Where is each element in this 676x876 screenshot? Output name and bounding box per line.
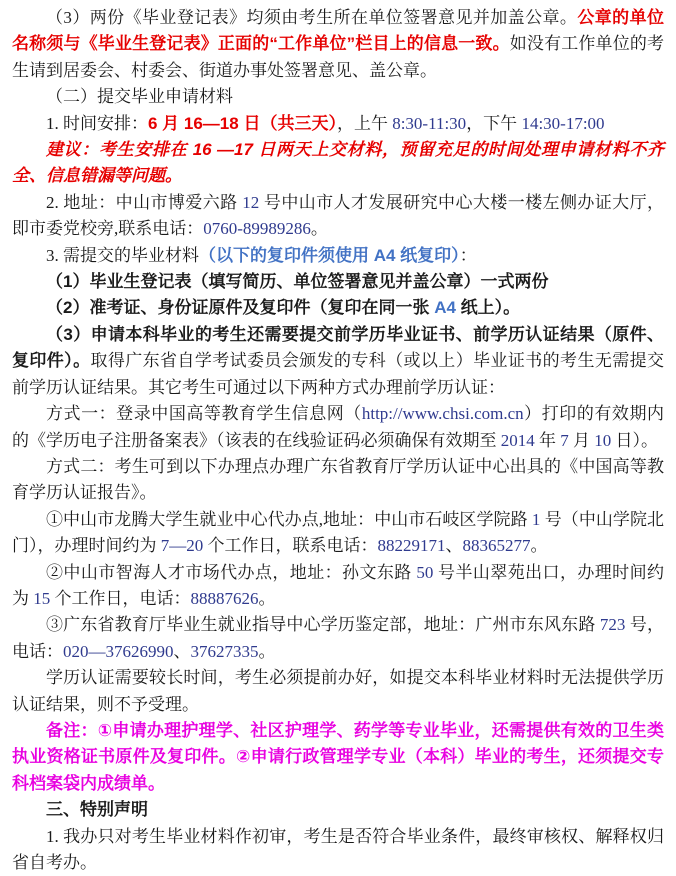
text-run: 7 xyxy=(560,430,569,450)
text-run: 方式一：登录中国高等教育学生信息网（ xyxy=(46,404,362,424)
phone-number: 37627335 xyxy=(190,641,259,661)
phone-number: 0760-89989286 xyxy=(203,219,311,239)
afternoon-hours: 14:30-17:00 xyxy=(521,113,605,133)
text-run: ②中山市智海人才市场代办点，地址：孙文东路 xyxy=(46,562,417,582)
text-run: 纸上）。 xyxy=(455,298,521,318)
paragraph-method-2 xyxy=(12,454,664,507)
red-italic-advice: 建议：考生安排在 16 —17 日两天上交材料，预留充足的时间处理申请材料不齐全、信息错漏等问题。 xyxy=(12,140,664,186)
text-run: 1. 我办只对考生毕业材料作初审，考生是否符合毕业条件，最终审核权、解释权归省自考办。 xyxy=(12,826,664,872)
paragraph-seal-requirement xyxy=(12,5,664,84)
text-run: （二）提交毕业申请材料 xyxy=(46,87,233,107)
text-run: （3）申请本科毕业的考生还需要提交前学历毕业证书、前学历认证结果（原件、复印件）。 xyxy=(12,324,664,371)
text-run: （1）毕业生登记表（填写简历、单位签署意见并盖公章）一式两份 xyxy=(46,272,549,292)
red-date-range: 6 月 16—18 日（共三天） xyxy=(148,113,337,133)
phone-number: 020—37626990 xyxy=(63,641,174,661)
text-run: 学历认证需要较长时间，考生必须提前办好，如提交本科毕业材料时无法提供学历认证结果，则不予受理。 xyxy=(12,668,664,714)
text-run: 7—20 xyxy=(160,536,204,556)
text-run: 。 xyxy=(258,641,276,661)
paragraph-material-2 xyxy=(12,295,664,321)
text-run: 。 xyxy=(310,219,328,239)
text-run: ，上午 xyxy=(336,113,393,133)
document-body xyxy=(12,5,664,876)
phone-number: 88229171 xyxy=(377,536,446,556)
phone-number: 88887626 xyxy=(190,588,259,608)
morning-hours: 8:30-11:30 xyxy=(392,113,467,133)
text-run: 。 xyxy=(530,536,548,556)
heading-section-3 xyxy=(12,797,664,823)
text-run: 12 xyxy=(242,192,260,212)
blue-a4-note: （以下的复印件须使用 A4 纸复印） xyxy=(199,245,460,265)
text-run: 日）。 xyxy=(611,430,658,450)
paragraph-remark xyxy=(12,718,664,797)
blue-a4: A4 xyxy=(434,298,456,318)
red-warning-seal-name: 公章的单位名称须与《毕业生登记表》正面的“工作单位”栏目上的信息一致。 xyxy=(12,8,665,54)
paragraph-certification-warning xyxy=(12,665,664,718)
text-run: ： xyxy=(459,245,477,265)
text-run: （3）两份《毕业登记表》均须由考生所在单位签署意见并加盖公章。 xyxy=(46,8,578,27)
paragraph-office-1 xyxy=(12,507,664,560)
text-run: ①中山市龙腾大学生就业中心代办点,地址：中山市石岐区学院路 xyxy=(46,509,532,529)
paragraph-office-2 xyxy=(12,560,664,613)
text-run: 2014 xyxy=(500,430,535,450)
text-run: 723 xyxy=(599,615,626,635)
text-run: ，下午 xyxy=(466,113,522,133)
text-run: 个工作日，电话： xyxy=(50,588,191,608)
paragraph-materials-heading xyxy=(12,243,664,269)
text-run: 50 xyxy=(416,562,434,582)
paragraph-office-3 xyxy=(12,612,664,665)
text-run: ③广东省教育厅毕业生就业指导中心学历鉴定部，地址：广州市东风东路 xyxy=(46,615,600,635)
text-run: 、 xyxy=(173,641,191,661)
paragraph-time-arrangement xyxy=(12,111,664,137)
text-run: 10 xyxy=(594,430,612,450)
special-statement-heading: 三、特别声明 xyxy=(46,800,148,820)
text-run: 1 xyxy=(531,509,541,529)
text-run: 取得广东省自学考试委员会颁发的专科（或以上）毕业证书的考生无需提交前学历认证结果。其它考生可通过以下两种方式办理前学历认证： xyxy=(12,351,665,397)
text-run: 月 xyxy=(568,430,595,450)
chsi-url: http://www.chsi.com.cn xyxy=(361,404,524,424)
text-run: 1. 时间安排： xyxy=(46,113,148,133)
text-run: 方式二：考生可到以下办理点办理广东省教育厅学历认证中心出具的《中国高等教育学历认证报告》。 xyxy=(12,456,664,503)
text-run: （2）准考证、身份证原件及复印件（复印在同一张 xyxy=(46,298,435,318)
text-run: 。 xyxy=(258,588,276,608)
heading-section-2 xyxy=(12,84,664,110)
paragraph-method-1 xyxy=(12,401,664,454)
text-run: 15 xyxy=(33,588,51,608)
text-run: 号，电话： xyxy=(12,615,664,661)
text-run: 如没有工作单位的考生请到居委会、村委会、街道办事处签署意见、盖公章。 xyxy=(12,34,665,80)
text-run: 个工作日，联系电话： xyxy=(203,536,378,556)
paragraph-address xyxy=(12,190,664,243)
text-run: 号半山翠苑出口，办理时间约为 xyxy=(12,562,665,608)
text-run: 号（中山学院北门），办理时间约为 xyxy=(12,509,665,556)
paragraph-material-1 xyxy=(12,269,664,295)
text-run: 2. 地址：中山市博爱六路 xyxy=(46,192,243,212)
text-run: ）打印的有效期内的《学历电子注册备案表》（该表的在线验证码必须确保有效期至 xyxy=(12,404,665,450)
paragraph-statement-1 xyxy=(12,824,664,876)
phone-number: 88365277 xyxy=(462,536,531,556)
magenta-remark: 备注：①申请办理护理学、社区护理学、药学等专业毕业，还需提供有效的卫生类执业资格证书原件及复印件。②申请行政管理学专业（本科）毕业的考生，还须提交专科档案袋内成绩单。 xyxy=(12,720,664,793)
text-run: 号中山市人才发展研究中心大楼一楼左侧办证大厅，即市委党校旁,联系电话： xyxy=(12,192,665,239)
text-run: 年 xyxy=(534,430,561,450)
paragraph-advice xyxy=(12,137,664,190)
text-run: 3. 需提交的毕业材料 xyxy=(46,245,199,265)
paragraph-material-3 xyxy=(12,322,664,401)
text-run: 、 xyxy=(445,536,463,556)
